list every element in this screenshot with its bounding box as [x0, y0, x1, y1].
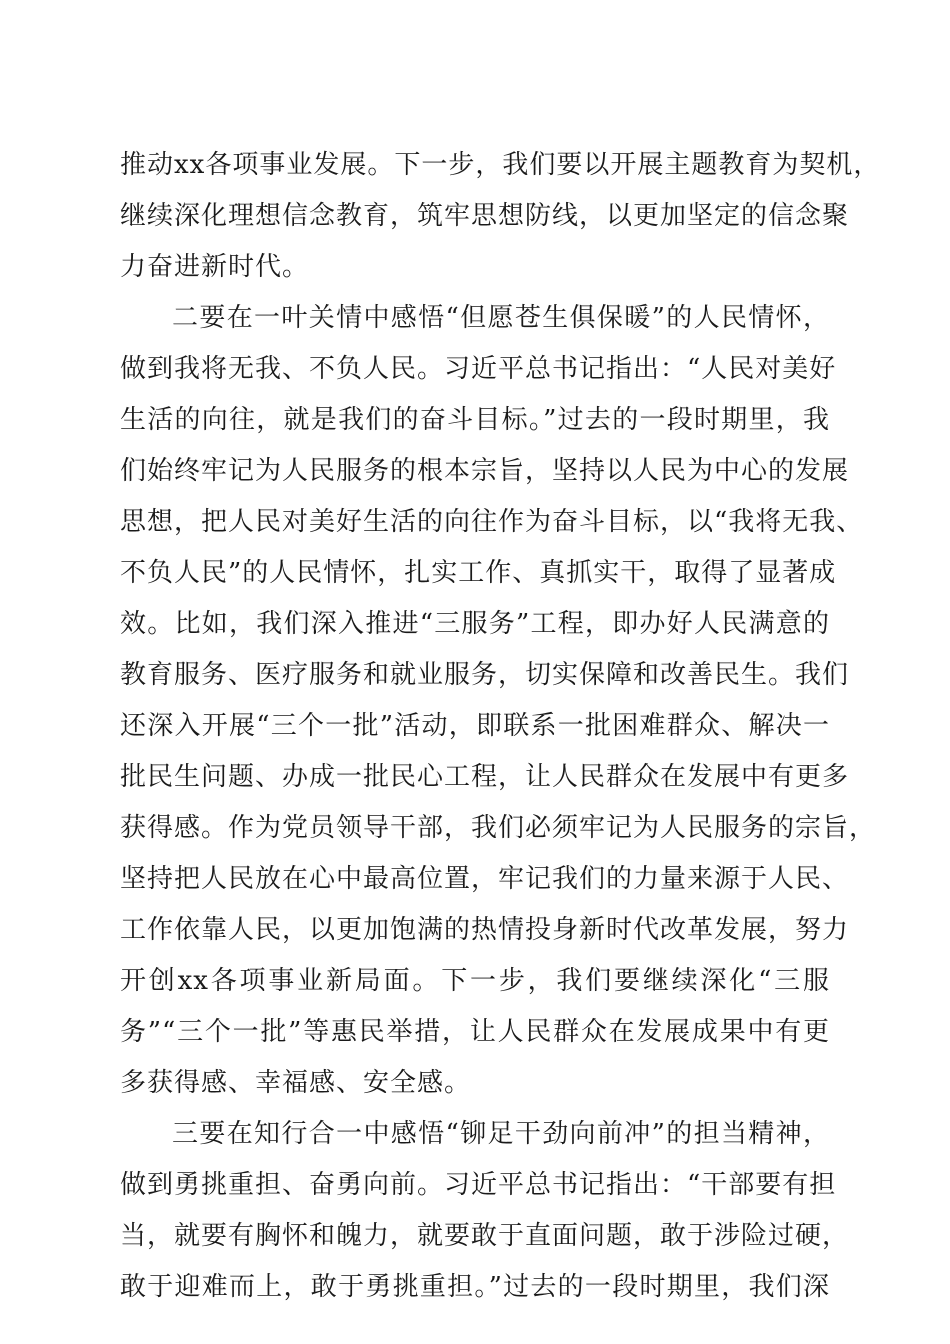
paragraph-2-line-4: 们始终牢记为人民服务的根本宗旨，坚持以人民为中心的发展	[120, 456, 850, 486]
paragraph-3-line-3: 当，就要有胸怀和魄力，就要敢于直面问题，敢于涉险过硬，	[120, 1221, 850, 1251]
paragraph-2-line-14: 开创xx各项事业新局面。下一步，我们要继续深化“三服	[120, 966, 830, 996]
paragraph-3-line-1: 三要在知行合一中感悟“铆足干劲向前冲”的担当精神，	[172, 1119, 830, 1149]
paragraph-1-line-2: 继续深化理想信念教育，筑牢思想防线，以更加坚定的信念聚	[120, 201, 850, 231]
paragraph-2-line-7: 效。比如，我们深入推进“三服务”工程，即办好人民满意的	[120, 609, 830, 639]
paragraph-2-line-11: 获得感。作为党员领导干部，我们必须牢记为人民服务的宗旨，	[120, 813, 877, 843]
paragraph-2-line-6: 不负人民”的人民情怀，扎实工作、真抓实干，取得了显著成	[120, 558, 837, 588]
paragraph-2-line-2: 做到我将无我、不负人民。习近平总书记指出：“人民对美好	[120, 354, 837, 384]
paragraph-1-line-3: 力奋进新时代。	[120, 252, 310, 282]
paragraph-2-line-12: 坚持把人民放在心中最高位置，牢记我们的力量来源于人民、	[120, 864, 850, 894]
paragraph-3-line-2: 做到勇挑重担、奋勇向前。习近平总书记指出：“干部要有担	[120, 1170, 837, 1200]
paragraph-3-line-4: 敢于迎难而上，敢于勇挑重担。”过去的一段时期里，我们深	[120, 1272, 830, 1302]
paragraph-1-line-1: 推动xx各项事业发展。下一步，我们要以开展主题教育为契机，	[120, 150, 881, 180]
paragraph-2-line-1: 二要在一叶关情中感悟“但愿苍生俱保暖”的人民情怀，	[172, 303, 830, 333]
paragraph-2-line-10: 批民生问题、办成一批民心工程，让人民群众在发展中有更多	[120, 762, 850, 792]
paragraph-2-line-3: 生活的向往，就是我们的奋斗目标。”过去的一段时期里，我	[120, 405, 830, 435]
paragraph-2-line-5: 思想，把人民对美好生活的向往作为奋斗目标，以“我将无我、	[120, 507, 864, 537]
paragraph-2-line-15: 务”“三个一批”等惠民举措，让人民群众在发展成果中有更	[120, 1017, 830, 1047]
paragraph-2-line-16: 多获得感、幸福感、安全感。	[120, 1068, 472, 1098]
paragraph-2-line-13: 工作依靠人民，以更加饱满的热情投身新时代改革发展，努力	[120, 915, 850, 945]
paragraph-2-line-8: 教育服务、医疗服务和就业服务，切实保障和改善民生。我们	[120, 660, 850, 690]
document-body	[120, 140, 881, 1313]
paragraph-2-line-9: 还深入开展“三个一批”活动，即联系一批困难群众、解决一	[120, 711, 830, 741]
